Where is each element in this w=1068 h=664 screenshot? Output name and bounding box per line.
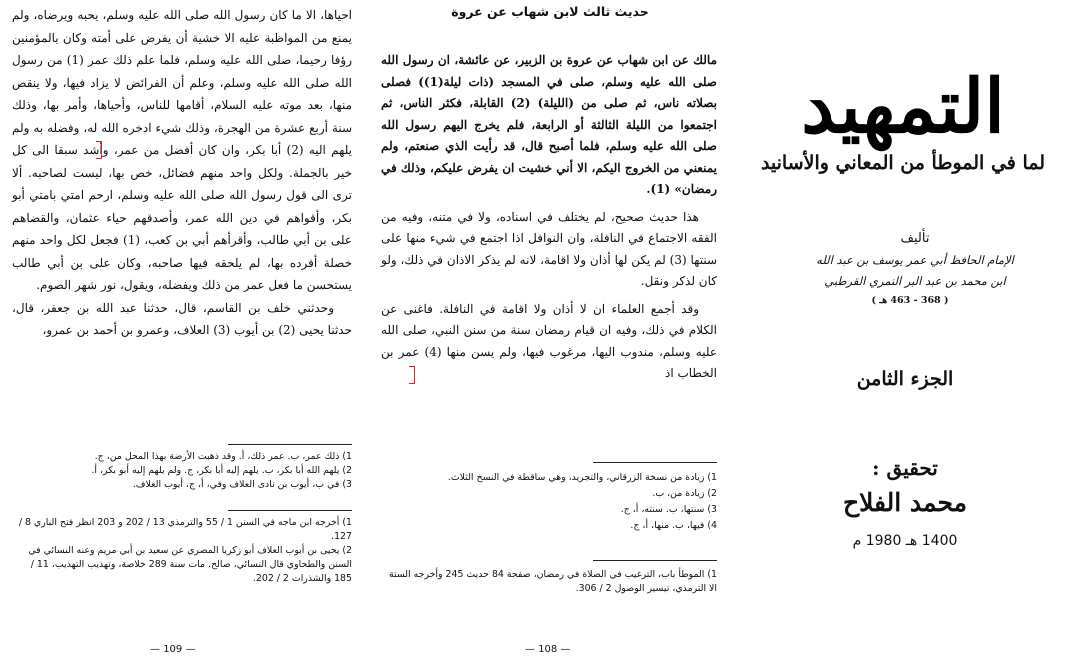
footnote: 1) الموطأ باب، الترغيب في الصلاة في رمضان، صفحة 84 حديث 245 وأخرجه الستة الا الترمذي، تيسير الوصول 2 / 306. xyxy=(388,569,717,594)
footnote: 2) يحيى بن أيوب العلاف أبو زكريا المصري عن سعيد بن أبي مريم وعنه النسائي في السنن والطحاوي قال النسائي، صالح. مات سنة 289 خلاصة، وتهذيب التهذيب، 11 / 185 والشذرات 2 / 202. xyxy=(28,545,352,584)
footnote: 1) زيادة من نسخة الزرقاني، والتجريد، وهي ساقطة في النسخ الثلاث. xyxy=(447,472,717,483)
volume-label: الجزء الثامن xyxy=(856,368,954,390)
paragraph: وقد أجمع العلماء ان لا أذان ولا اقامة في النافلة. فاغنى عن الكلام في ذلك، وفيه ان قيام رمضان سنة من سنن النبي، صلى الله عليه وسلم، مندوب اليها، مرغوب فيها، ولم يسن منها (4) عمر بن الخطاب اذ xyxy=(381,301,717,380)
footnote: 3) في ب، أيوب بن نادى العلاف وفي، أ، ج، أيوب العلاف. xyxy=(132,479,352,490)
page-108-footnotes-sources xyxy=(383,568,717,596)
footnote-divider xyxy=(228,444,352,445)
hadith-heading: حديث ثالث لابن شهاب عن عروة xyxy=(451,4,649,19)
book-title: التمهيد xyxy=(801,64,1005,150)
page-number: — 109 — xyxy=(150,644,196,655)
editor-label: تحقيق : xyxy=(872,456,938,480)
publication-year: 1400 هـ 1980 م xyxy=(852,533,958,549)
footnote-divider xyxy=(593,560,717,561)
paragraph: احياها، الا ما كان رسول الله صلى الله عليه وسلم، يحبه ويرضاه، ولم يمنع من المواظبة عليه الا خشية أن يفرض على أمته وكان بالمؤمنين رؤفا رحيما، صلى الله عليه وسلم، فلما علم ذلك عمر (1) من رسول الله صلى الله عليه وسلم، وعلم أن الفرائض لا يزاد فيها، ولا ينقص منها، بعد موته عليه السلام، أقامها للناس، وأحياها، وأمر بها، وذلك سنة أربع عشرة من الهجرة، وذلك شيء ادخره الله له، وفضله به ولم يلهم اليه (2) أبا بكر، وان كان أفضل من عمر، وأشد سبقا الى كل خير بالجملة. ولكل واحد منهم فضائل، خص بها، ليست لصاحبه. ألا ترى الى قول رسول الله صلى الله عليه وسلم، ارحم امتي بامتي أبو بكر، وأقواهم في دين الله عمر، وأصدقهم حياء عثمان، والقضاهم على بن أبي طالب، وأقرأهم أبي بن كعب، (1) فجعل لكل واحد منهم خصلة أفرده بها، لم يلحقه فيها صاحبه، وكان على بن أبي طالب يستحسن ما فعل عمر من ذلك ويفضله، ويقول، نور شهر الصوم. xyxy=(12,8,353,292)
page-108 xyxy=(365,0,735,664)
paragraph: وحدثني خلف بن القاسم، قال، حدثنا عبد الله بن جعفر، قال، حدثنا يحيى (2) بن أيوب (3) العلاف، وعمرو بن أحمد بن عمرو، xyxy=(12,300,352,337)
page-109-footnotes-sources xyxy=(14,516,352,586)
page-108-body xyxy=(381,50,717,385)
book-subtitle: لما في الموطأ من المعاني والأسانيد xyxy=(760,152,1046,174)
footnote: 1) ذلك عمر، ب. عمر ذلك، أ. وقد ذهبت الأرضة بهذا المحل من، ج. xyxy=(94,451,352,462)
paragraph: مالك عن ابن شهاب عن عروة بن الزبير، عن عائشة، ان رسول الله صلى الله عليه وسلم، صلى في المسجد (ذات ليلة(1)) فصلى بصلاته ناس، ثم صلى من (الليلة) (2) القابلة، فكثر الناس، ثم اجتمعوا من الليلة الثالثة أو الرابعة، فلم يخرج اليهم رسول الله صلى الله عليه وسلم، فلما أصبح قال، قد رأيت الذي صنعتم، ولم يمنعني من الخروج اليكم، الا أني خشيت ان يفرض عليكم، وذلك في رمضان» (1). xyxy=(381,53,717,196)
author-name-line: ابن محمد بن عبد البر النمري القرطبي xyxy=(824,274,1006,288)
footnote: 2) يلهم الله أبا بكر، ب. يلهم إليه أبا بكر، ج. ولم يلهم إليه أبو بكر، أ. xyxy=(91,465,352,476)
page-108-footnotes-variants xyxy=(383,470,717,534)
highlight-marker xyxy=(409,366,415,384)
title-page xyxy=(735,0,1068,664)
footnote: 2) زيادة من، ب. xyxy=(652,488,717,499)
footnote: 1) أخرجه ابن ماجه في السنن 1 / 55 والترمذي 13 / 202 و 203 انظر فتح الباري 8 / 127. xyxy=(18,517,352,542)
author-label: تأليف xyxy=(900,231,930,246)
page-109-body xyxy=(12,4,352,342)
footnote-divider xyxy=(228,510,352,511)
author-name-line: الإمام الحافظ أبي عمر يوسف بن عبد الله xyxy=(816,253,1014,267)
paragraph: هذا حديث صحيح، لم يختلف في اسناده، ولا في متنه، وفيه من الفقه الاجتماع في النافلة، وان النوافل اذا اجتمع في شيء منها على سنتها (3) لم يكن لها أذان ولا اقامة، لانه لم يذكر الاذان في ذلك، ولو كان لذكر ونقل. xyxy=(381,209,718,288)
footnote: 4) فيها، ب. منها، أ، ج. xyxy=(630,520,717,531)
author-dates: ( 368 - 463 هـ ) xyxy=(871,295,949,306)
page-109 xyxy=(0,0,365,664)
footnote: 3) سنتها، ب. سنته، أ، ج. xyxy=(620,504,717,515)
page-number: — 108 — xyxy=(525,644,571,655)
editor-name: محمد الفلاح xyxy=(842,488,968,517)
page-109-footnotes-variants xyxy=(14,450,352,492)
footnote-divider xyxy=(593,462,717,463)
highlight-marker xyxy=(96,141,102,159)
